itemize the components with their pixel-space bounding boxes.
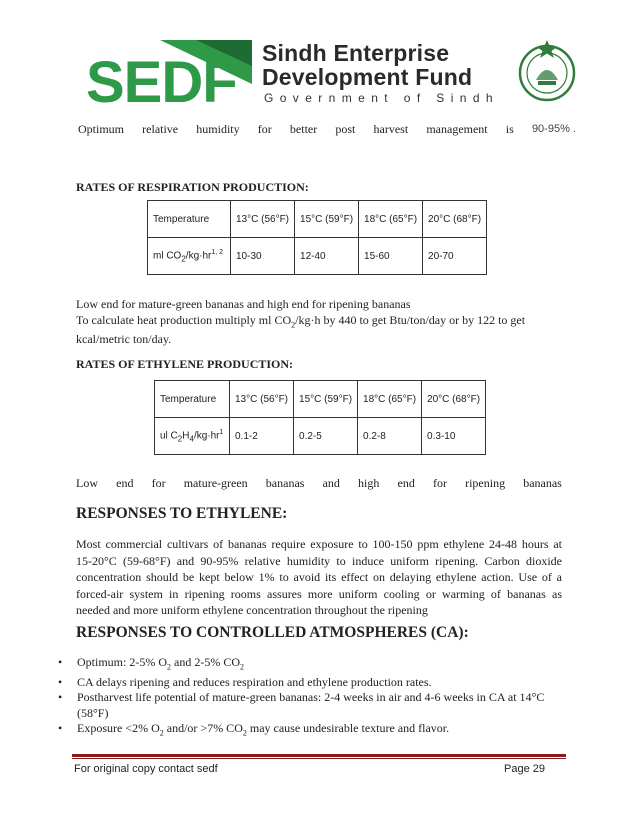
intro-word: for bbox=[257, 122, 272, 136]
note-word: for bbox=[432, 476, 447, 490]
table-cell: 0.2-5 bbox=[294, 418, 358, 455]
bullet-icon: • bbox=[58, 721, 63, 736]
responses-ca-heading: RESPONSES TO CONTROLLED ATMOSPHERES (CA): bbox=[76, 624, 469, 641]
bullet-icon: • bbox=[58, 690, 63, 705]
bullet-icon: • bbox=[58, 655, 63, 669]
table-cell-unit: ul $C_2H_4/kg\cdot hr^1$ bbox=[155, 418, 230, 455]
paragraph-line: forced-air system in ripening rooms assures more uniform cooling or warming of bananas as bbox=[76, 586, 562, 601]
government-seal-icon bbox=[514, 38, 580, 104]
list-item: • Exposure <2% $O_2$ and/or >7% $CO_2$ may cause undesirable texture and flavor. bbox=[58, 721, 450, 738]
note-word: bananas bbox=[265, 476, 305, 490]
intro-word: relative bbox=[142, 122, 179, 136]
note-word: ripening bbox=[465, 476, 506, 490]
table-cell: 20°C (68°F) bbox=[423, 201, 487, 238]
table-cell: 0.1-2 bbox=[230, 418, 294, 455]
list-item: • Postharvest life potential of mature-green bananas: 2-4 weeks in air and 4-6 weeks in CA at 14°C (58°F) bbox=[58, 690, 545, 720]
intro-word: harvest bbox=[373, 122, 409, 136]
table-cell-unit: ml $CO_2/kg\cdot hr^{1, 2}$ bbox=[148, 238, 231, 275]
org-subtitle: Government of Sindh bbox=[264, 91, 499, 105]
table-cell: 15°C (59°F) bbox=[295, 201, 359, 238]
note-line: Low end for mature-green bananas and high end for ripening bananas bbox=[76, 297, 411, 311]
table-cell: 20°C (68°F) bbox=[422, 381, 486, 418]
note-word: for bbox=[151, 476, 166, 490]
note-word: and bbox=[322, 476, 340, 490]
table-cell: 13°C (56°F) bbox=[231, 201, 295, 238]
table-cell: 0.2-8 bbox=[358, 418, 422, 455]
footer-contact-text: For original copy contact sedf bbox=[74, 763, 218, 775]
bullet-icon: • bbox=[58, 674, 63, 689]
table-row bbox=[148, 238, 487, 275]
table-cell: 15°C (59°F) bbox=[294, 381, 358, 418]
footer-divider bbox=[72, 754, 566, 757]
note-word: mature-green bbox=[183, 476, 248, 490]
note-word: end bbox=[397, 476, 415, 490]
list-item: • Optimum: 2-5% $O_2$ and 2-5% $CO_2$ bbox=[58, 655, 244, 672]
ethylene-table bbox=[154, 380, 486, 455]
page-number: Page 29 bbox=[504, 763, 545, 775]
intro-word: 90-95% . bbox=[531, 123, 576, 135]
note-line: kcal/metric ton/day. bbox=[76, 332, 172, 347]
table-cell: Temperature bbox=[155, 381, 230, 418]
intro-word: post bbox=[335, 122, 356, 136]
table-row bbox=[148, 201, 487, 238]
note-word: Low bbox=[76, 476, 98, 490]
responses-ethylene-heading: RESPONSES TO ETHYLENE: bbox=[76, 505, 288, 522]
note-line: To calculate heat production multiply ml $CO_2/kg\cdot h$ by 440 to get Btu/ton/day or by 122 to get bbox=[76, 312, 526, 329]
note-word: high bbox=[358, 476, 380, 490]
org-title-line2: Development Fund bbox=[262, 64, 473, 90]
ethylene-note bbox=[76, 476, 562, 492]
table-cell: 20-70 bbox=[423, 238, 487, 275]
note-word: bananas bbox=[523, 476, 562, 490]
table-cell: Temperature bbox=[148, 201, 231, 238]
footer-divider-thin bbox=[72, 758, 566, 759]
table-cell: 13°C (56°F) bbox=[230, 381, 294, 418]
table-cell: 18°C (65°F) bbox=[359, 201, 423, 238]
intro-word: better bbox=[289, 122, 318, 136]
table-cell: 12-40 bbox=[295, 238, 359, 275]
table-cell: 18°C (65°F) bbox=[358, 381, 422, 418]
paragraph-line: needed and more uniform ethylene concentration throughout the ripening bbox=[76, 603, 428, 617]
table-cell: 0.3-10 bbox=[422, 418, 486, 455]
sedf-logo-icon bbox=[84, 38, 260, 110]
table-cell: 10-30 bbox=[231, 238, 295, 275]
ca-bullet-list bbox=[58, 655, 578, 741]
intro-word: management bbox=[426, 122, 488, 136]
intro-word: Optimum bbox=[78, 122, 125, 136]
respiration-note bbox=[76, 297, 576, 348]
intro-line bbox=[78, 122, 576, 138]
paragraph-line: 15-20°C (59-68°F) and 90-95% relative humidity to induce uniform ripening. Carbon dioxide bbox=[76, 553, 562, 568]
responses-ethylene-paragraph bbox=[76, 536, 562, 619]
intro-word: humidity bbox=[196, 122, 240, 136]
list-item: • CA delays ripening and reduces respiration and ethylene production rates. bbox=[58, 674, 432, 689]
respiration-table bbox=[147, 200, 487, 275]
table-row bbox=[155, 381, 486, 418]
ethylene-heading: RATES OF ETHYLENE PRODUCTION: bbox=[76, 357, 294, 371]
org-title-line1: Sindh Enterprise bbox=[262, 40, 450, 66]
table-row bbox=[155, 418, 486, 455]
table-cell: 15-60 bbox=[359, 238, 423, 275]
intro-word: is bbox=[505, 122, 514, 136]
paragraph-line: Most commercial cultivars of bananas require exposure to 100-150 ppm ethylene 24-48 hours at bbox=[76, 537, 562, 551]
respiration-heading: RATES OF RESPIRATION PRODUCTION: bbox=[76, 180, 309, 194]
paragraph-line: concentration should be kept below 1% to avoid its effect on delaying ethylene action. Use of a bbox=[76, 570, 562, 584]
note-word: end bbox=[116, 476, 134, 490]
logo-text: SEDF bbox=[86, 50, 237, 110]
